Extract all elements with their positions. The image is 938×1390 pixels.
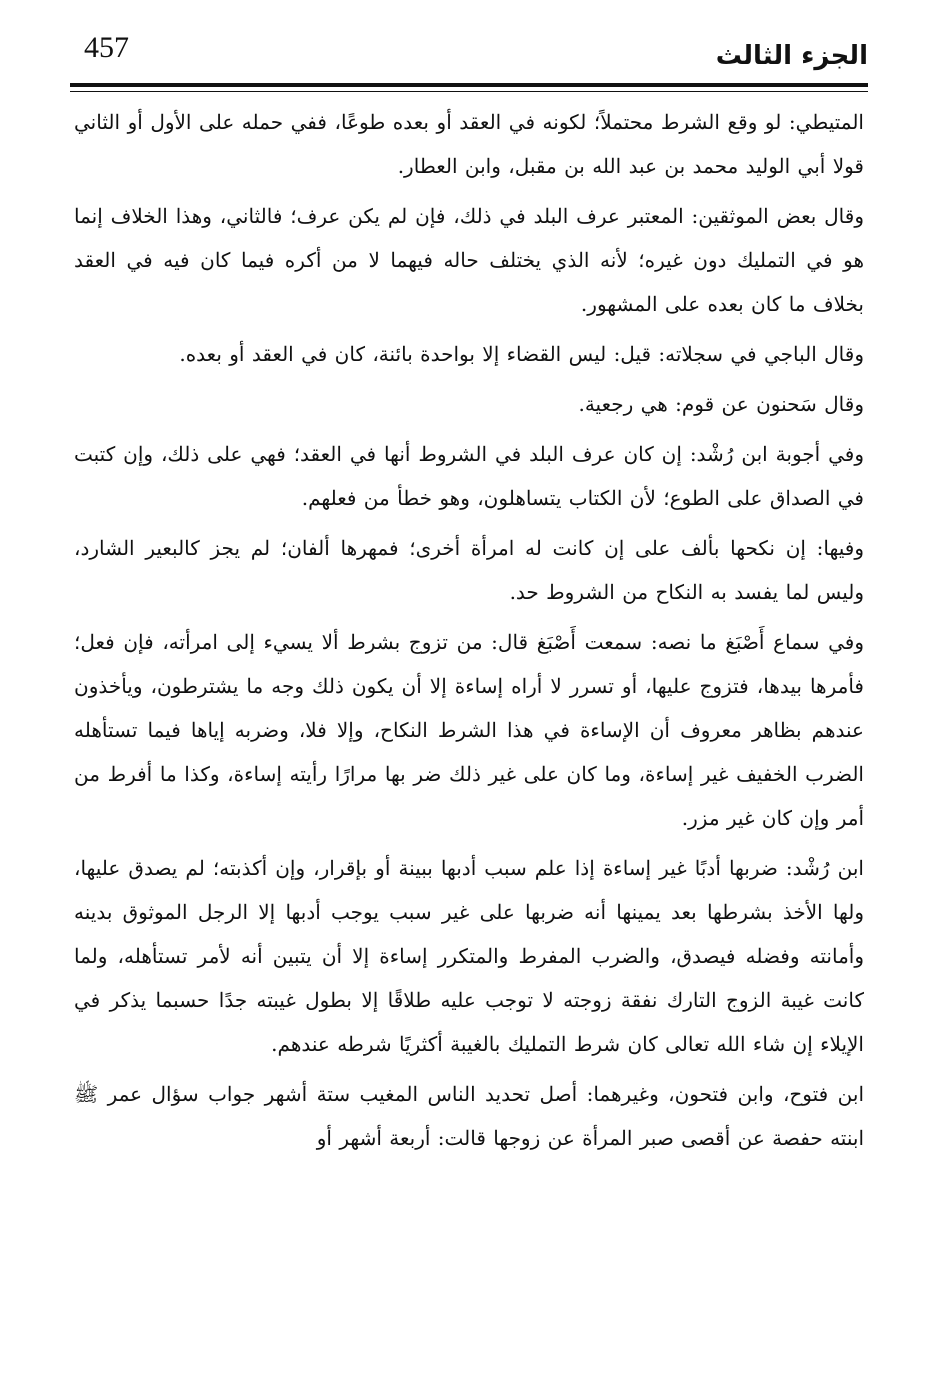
page-number: 457 — [84, 31, 129, 64]
paragraph: ابن فتوح، وابن فتحون، وغيرهما: أصل تحديد الناس المغيب ستة أشهر جواب سؤال عمر ﷺ ابنته حفصة عن أقصى صبر المرأة عن زوجها قالت: أربعة أشهر أو — [74, 1082, 864, 1150]
paragraph: وفي سماع أَصْبَغ ما نصه: سمعت أَصْبَغ قال: من تزوج بشرط ألا يسيء إلى امرأته، فإن فعل؛ فأمرها بيدها، فتزوج عليها، أو تسرر لا أراه إساءة إلا أن يكون ذلك وجه ما يشترطون، ويأخذون عندهم بظاهر معروف أن الإساءة في هذا الشرط النكاح، وإلا فلا، وضربه إياها فيما تستأهله الضرب الخفيف غير إساءة، وما كان على غير ذلك ضر بها مرارًا رأيته إساءة، وكذا ما أفرط من أمر وإن كان غير مزر. — [74, 630, 864, 830]
paragraph: وقال سَحنون عن قوم: هي رجعية. — [578, 392, 864, 416]
paragraph: المتيطي: لو وقع الشرط محتملاً؛ لكونه في العقد أو بعده طوعًا، ففي حمله على الأول أو الثاني قولا أبي الوليد محمد بن عبد الله بن مقبل، وابن العطار. — [74, 110, 864, 178]
header-rule-thin — [70, 91, 868, 92]
paragraph: وقال بعض الموثقين: المعتبر عرف البلد في ذلك، فإن لم يكن عرف؛ فالثاني، وهذا الخلاف إنما هو في التمليك دون غيره؛ لأنه الذي يختلف حاله فيهما لا من أكره فيما كان فيه في العقد بخلاف ما كان بعده على المشهور. — [74, 204, 864, 316]
header-rule-thick — [70, 83, 868, 87]
body-text — [74, 100, 864, 1370]
paragraph: وقال الباجي في سجلاته: قيل: ليس القضاء إلا بواحدة بائنة، كان في العقد أو بعده. — [179, 342, 864, 366]
paragraph: وفيها: إن نكحها بألف على إن كانت له امرأة أخرى؛ فمهرها ألفان؛ لم يجز كالبعير الشارد، وليس لما يفسد به النكاح من الشروط حد. — [74, 536, 864, 604]
paragraph: ابن رُشْد: ضربها أدبًا غير إساءة إذا علم سبب أدبها ببينة أو بإقرار، وإن أكذبته؛ لم يصدق عليها، ولها الأخذ بشرطها بعد يمينها أنه ضربها على غير سبب يوجب أدبها إلا الرجل الموثوق بدينه وأمانته وفضله فيصدق، والضرب المفرط والمتكرر إساءة إلا أن يتبين أنه لأمر تستأهله، ولما كانت غيبة الزوج التارك نفقة زوجته لا توجب عليه طلاقًا إلا بطول غيبته جدًا حسبما يذكر في الإيلاء إن شاء الله تعالى كان شرط التمليك بالغيبة أكثريًا شرطه عندهم. — [74, 856, 864, 1056]
running-head: الجزء الثالث — [715, 41, 868, 71]
paragraph: وفي أجوبة ابن رُشْد: إن كان عرف البلد في الشروط أنها في العقد؛ فهي على ذلك، وإن كتبت في الصداق على الطوع؛ لأن الكتاب يتساهلون، وهو خطأ من فعلهم. — [74, 442, 864, 510]
page-header — [70, 26, 868, 78]
